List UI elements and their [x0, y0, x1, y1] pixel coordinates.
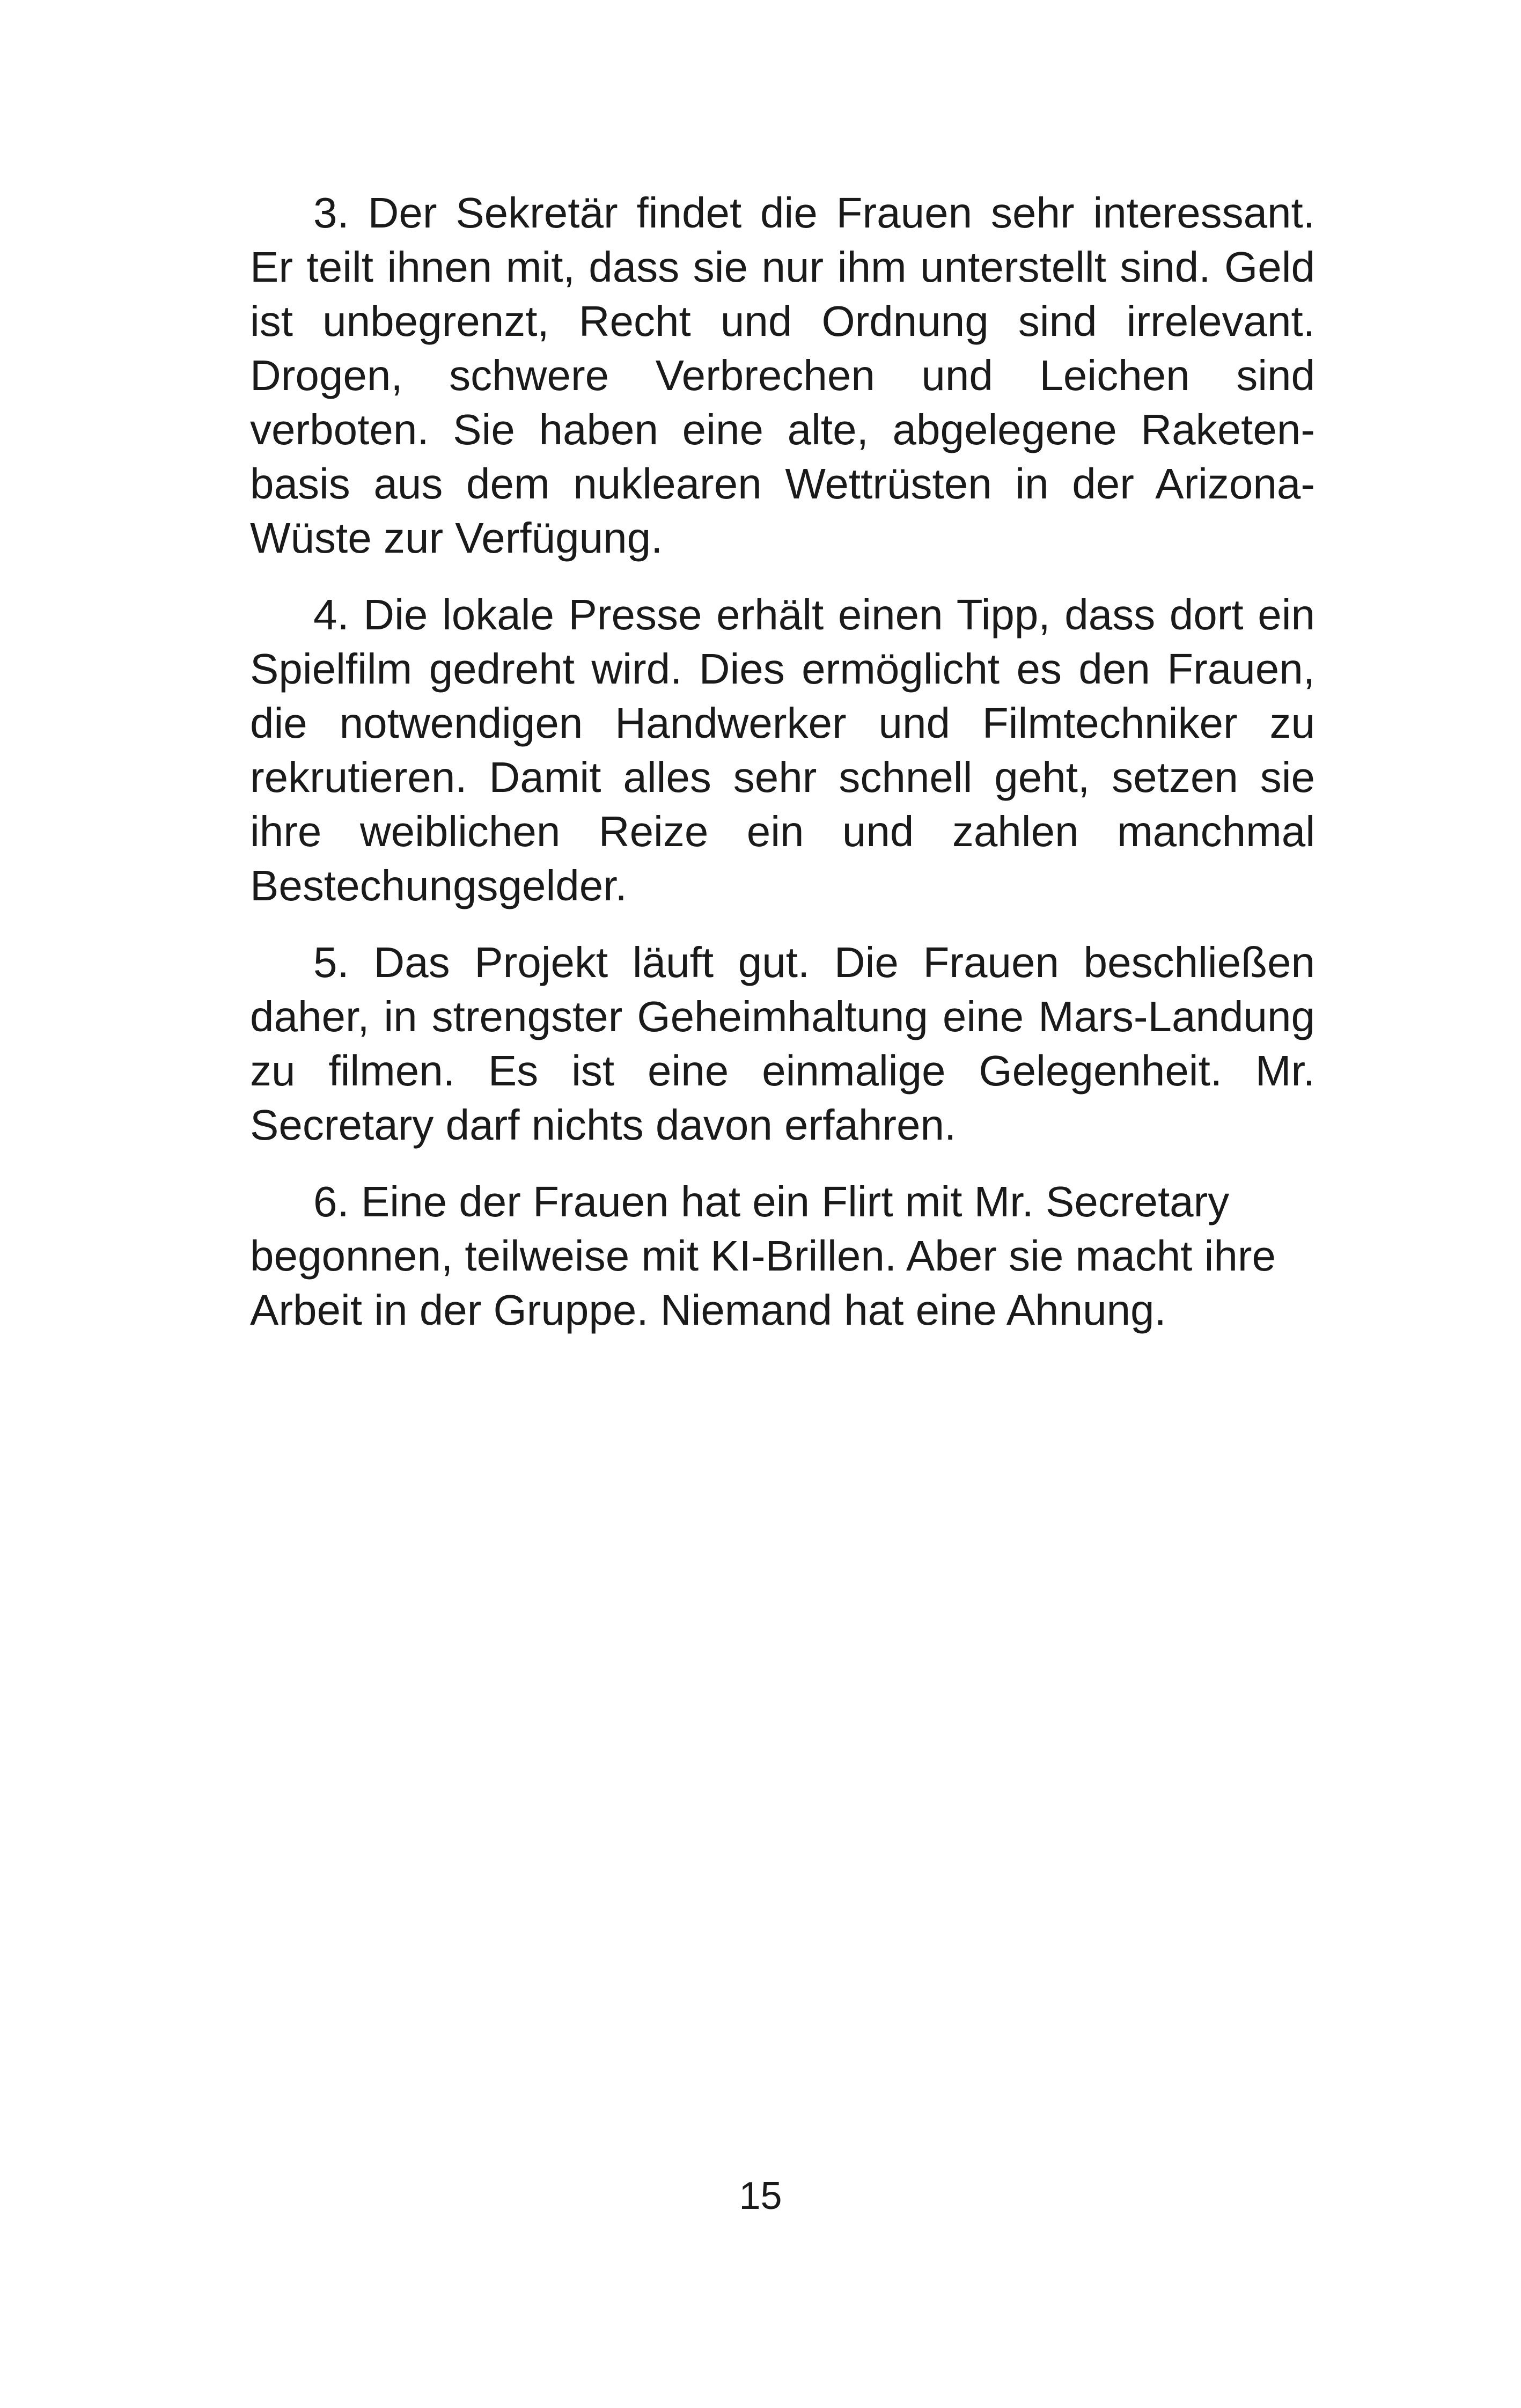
paragraph-6: 6. Eine der Frauen hat ein Flirt mit Mr. Secretary begonnen, teilweise mit KI-Brillen. Aber sie macht ihre Arbeit in der Gruppe. Niemand hat eine Ahnung. [250, 1178, 1276, 1334]
page-number: 15 [739, 2175, 782, 2218]
paragraph-4: 4. Die lokale Presse erhält einen Tipp, dass dort ein Spielfilm gedreht wird. Dies ermöglicht es den Frauen, die notwendigen Handwerker und Filmtechniker zu rekrutieren. Damit alles sehr schnell geht, setzen sie ihre weiblichen Reize ein und zahlen manchmal Bestechungsgelder. [250, 591, 1315, 909]
body-text [250, 186, 1315, 1360]
paragraph-3: 3. Der Sekretär findet die Frauen sehr interessant. Er teilt ihnen mit, dass sie nur ihm unterstellt sind. Geld ist unbegrenzt, Recht und Ordnung sind irrelevant. Drogen, schwere Verbrechen und Leichen sind verboten. Sie haben eine alte, abgelegene Raketenbasis aus dem nuklearen Wettrüsten in der Arizona-Wüste zur Verfügung. [250, 189, 1315, 562]
paragraph-5: 5. Das Projekt läuft gut. Die Frauen beschließen daher, in strengster Geheimhaltung eine Mars-Landung zu filmen. Es ist eine einmalige Gelegenheit. Mr. Secretary darf nichts davon erfahren. [250, 938, 1315, 1149]
